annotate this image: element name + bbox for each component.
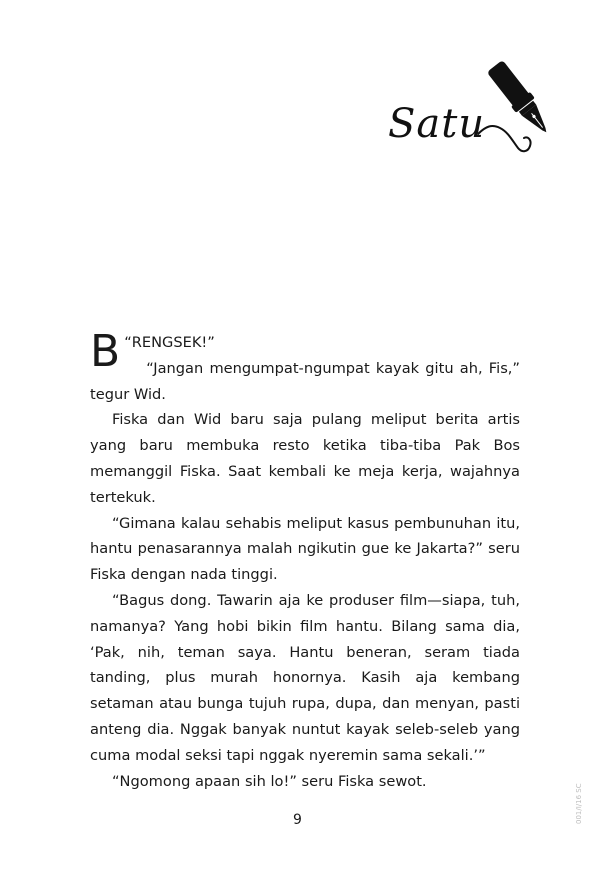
print-code: 001/I/16 SC [575, 783, 583, 824]
paragraph: “Ngomong apaan sih lo!” seru Fiska sewot. [112, 772, 427, 790]
fountain-pen-icon [478, 56, 558, 160]
story-text [90, 326, 520, 794]
paragraph: Fiska dan Wid baru saja pulang meliput berita artis yang baru membuka resto ketika tiba-tiba Pak Bos memanggil Fiska. Saat kembali ke meja kerja, wajahnya tertekuk. [90, 411, 520, 506]
opening-paragraph [90, 326, 520, 407]
dropcap-letter: B [90, 326, 121, 377]
opening-quote-mark: “ [124, 334, 132, 351]
paragraph: “Jangan mengumpat-ngumpat kayak gitu ah, Fis,” tegur Wid. [90, 359, 520, 403]
paragraph: “Bagus dong. Tawarin aja ke produser film—siapa, tuh, namanya? Yang hobi bikin film hantu. Bilang sama dia, ‘Pak, nih, teman saya. Hantu beneran, seram tiada tanding, plus murah honornya. Kasih aja kembang setaman atau bunga tujuh rupa, dupa, dan menyan, pasti anteng dia. Nggak banyak nuntut kayak seleb-seleb yang cuma modal seksi tapi nggak nyeremin sama sekali.’” [90, 591, 520, 764]
opening-word: RENGSEK!” [131, 334, 215, 351]
paragraph: “Gimana kalau sehabis meliput kasus pembunuhan itu, hantu penasarannya malah ngikutin gue ke Jakarta?” seru Fiska dengan nada tinggi. [90, 514, 520, 584]
page-number: 9 [293, 812, 302, 828]
chapter-title: Satu [388, 101, 486, 147]
